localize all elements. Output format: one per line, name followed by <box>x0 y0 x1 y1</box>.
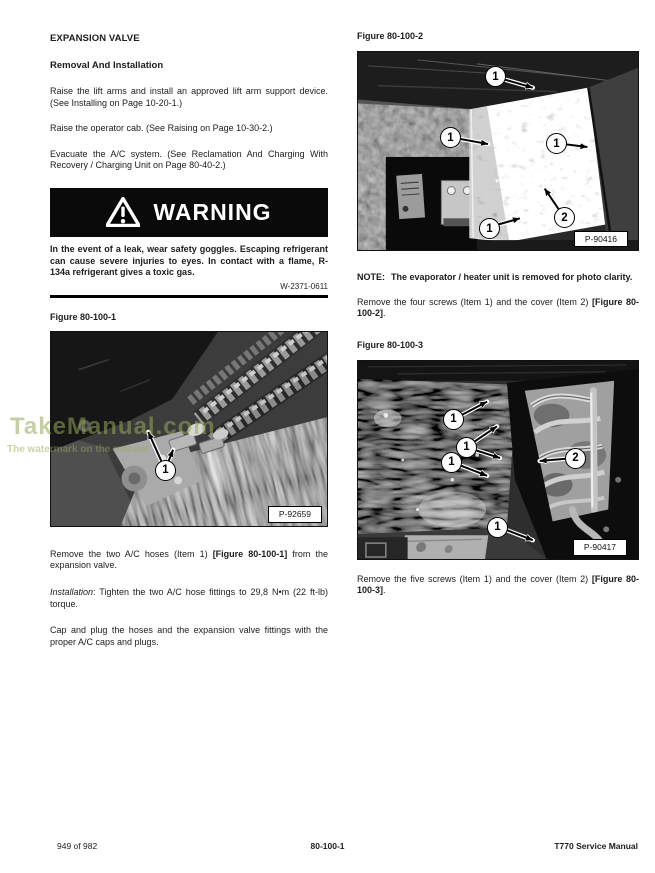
remove-hoses-paragraph: Remove the two A/C hoses (Item 1) [Figure 80-100-1] from the expansion valve. <box>50 548 329 571</box>
evacuate-ac-paragraph: Evacuate the A/C system. (See Reclamation And Charging With Recovery / Charging Unit on Page 80-40-2.) <box>50 148 328 171</box>
figure1-photo-art <box>51 332 327 526</box>
figure1-photo <box>50 331 328 527</box>
callout-marker: 2 <box>554 207 575 228</box>
photo-id-label: P-92659 <box>268 506 322 523</box>
installation-torque-paragraph: Installation: Tighten the two A/C hose fittings to 29,8 N•m (22 ft-lb) torque. <box>50 586 328 609</box>
note-label: NOTE: <box>357 272 385 282</box>
warning-title: WARNING <box>153 198 272 225</box>
footer-section-number: 80-100-1 <box>310 841 345 851</box>
note-block <box>357 272 639 284</box>
watermark-note: The watermark on the manual <box>7 444 149 455</box>
figure-ref: [Figure 80-100-3] <box>357 573 639 596</box>
figure2-photo <box>357 51 639 251</box>
warning-triangle-icon <box>106 197 140 227</box>
callout-marker: 1 <box>487 517 508 538</box>
section-divider <box>50 295 328 298</box>
figure2-caption: Figure 80-100-2 <box>357 31 424 41</box>
warning-code: W-2371-0611 <box>280 281 328 291</box>
footer-page-count: 949 of 982 <box>57 841 98 851</box>
callout-marker: 1 <box>479 218 500 239</box>
callout-marker: 1 <box>456 437 477 458</box>
photo-id-label: P-90416 <box>574 231 628 248</box>
warning-body-text: In the event of a leak, wear safety goggles. Escaping refrigerant can cause severe injuries to eyes. In contact with a flame, R-134a refrigerant gives a toxic gas. <box>50 243 328 278</box>
watermark-site-name: TakeManual.com <box>10 413 216 440</box>
warning-banner <box>50 188 328 237</box>
left-column <box>50 33 328 648</box>
note-body: The evaporator / heater unit is removed for photo clarity. <box>391 272 633 282</box>
remove-four-screws-paragraph: Remove the four screws (Item 1) and the cover (Item 2) [Figure 80-100-2]. <box>357 296 639 319</box>
page-title: EXPANSION VALVE <box>50 33 140 44</box>
figure-ref: [Figure 80-100-2] <box>357 296 639 319</box>
figure3-photo <box>357 360 639 560</box>
callout-marker: 1 <box>546 133 567 154</box>
callout-marker: 1 <box>155 460 176 481</box>
operator-cab-paragraph: Raise the operator cab. (See Raising on Page 10-30-2.) <box>50 123 273 134</box>
cap-plug-paragraph: Cap and plug the hoses and the expansion valve fittings with the proper A/C caps and plugs. <box>50 625 328 647</box>
removal-installation-heading: Removal And Installation <box>50 60 164 71</box>
lift-arm-paragraph: Raise the lift arms and install an approved lift arm support device. (See Installing on Page 10-20-1.) <box>50 86 328 108</box>
figure-ref: [Figure 80-100-1] <box>212 548 288 559</box>
right-column <box>357 28 639 597</box>
figure1-caption: Figure 80-100-1 <box>50 311 117 322</box>
footer-manual-title: T770 Service Manual <box>554 841 638 851</box>
installation-word: Installation <box>50 586 94 597</box>
callout-marker: 2 <box>565 448 586 469</box>
figure3-caption: Figure 80-100-3 <box>357 339 424 350</box>
callout-marker: 1 <box>440 127 461 148</box>
callout-marker: 1 <box>443 409 464 430</box>
callout-marker: 1 <box>485 66 506 87</box>
callout-marker: 1 <box>441 452 462 473</box>
photo-id-label: P-90417 <box>573 539 627 556</box>
remove-five-screws-paragraph: Remove the five screws (Item 1) and the cover (Item 2) [Figure 80-100-3]. <box>357 573 639 596</box>
